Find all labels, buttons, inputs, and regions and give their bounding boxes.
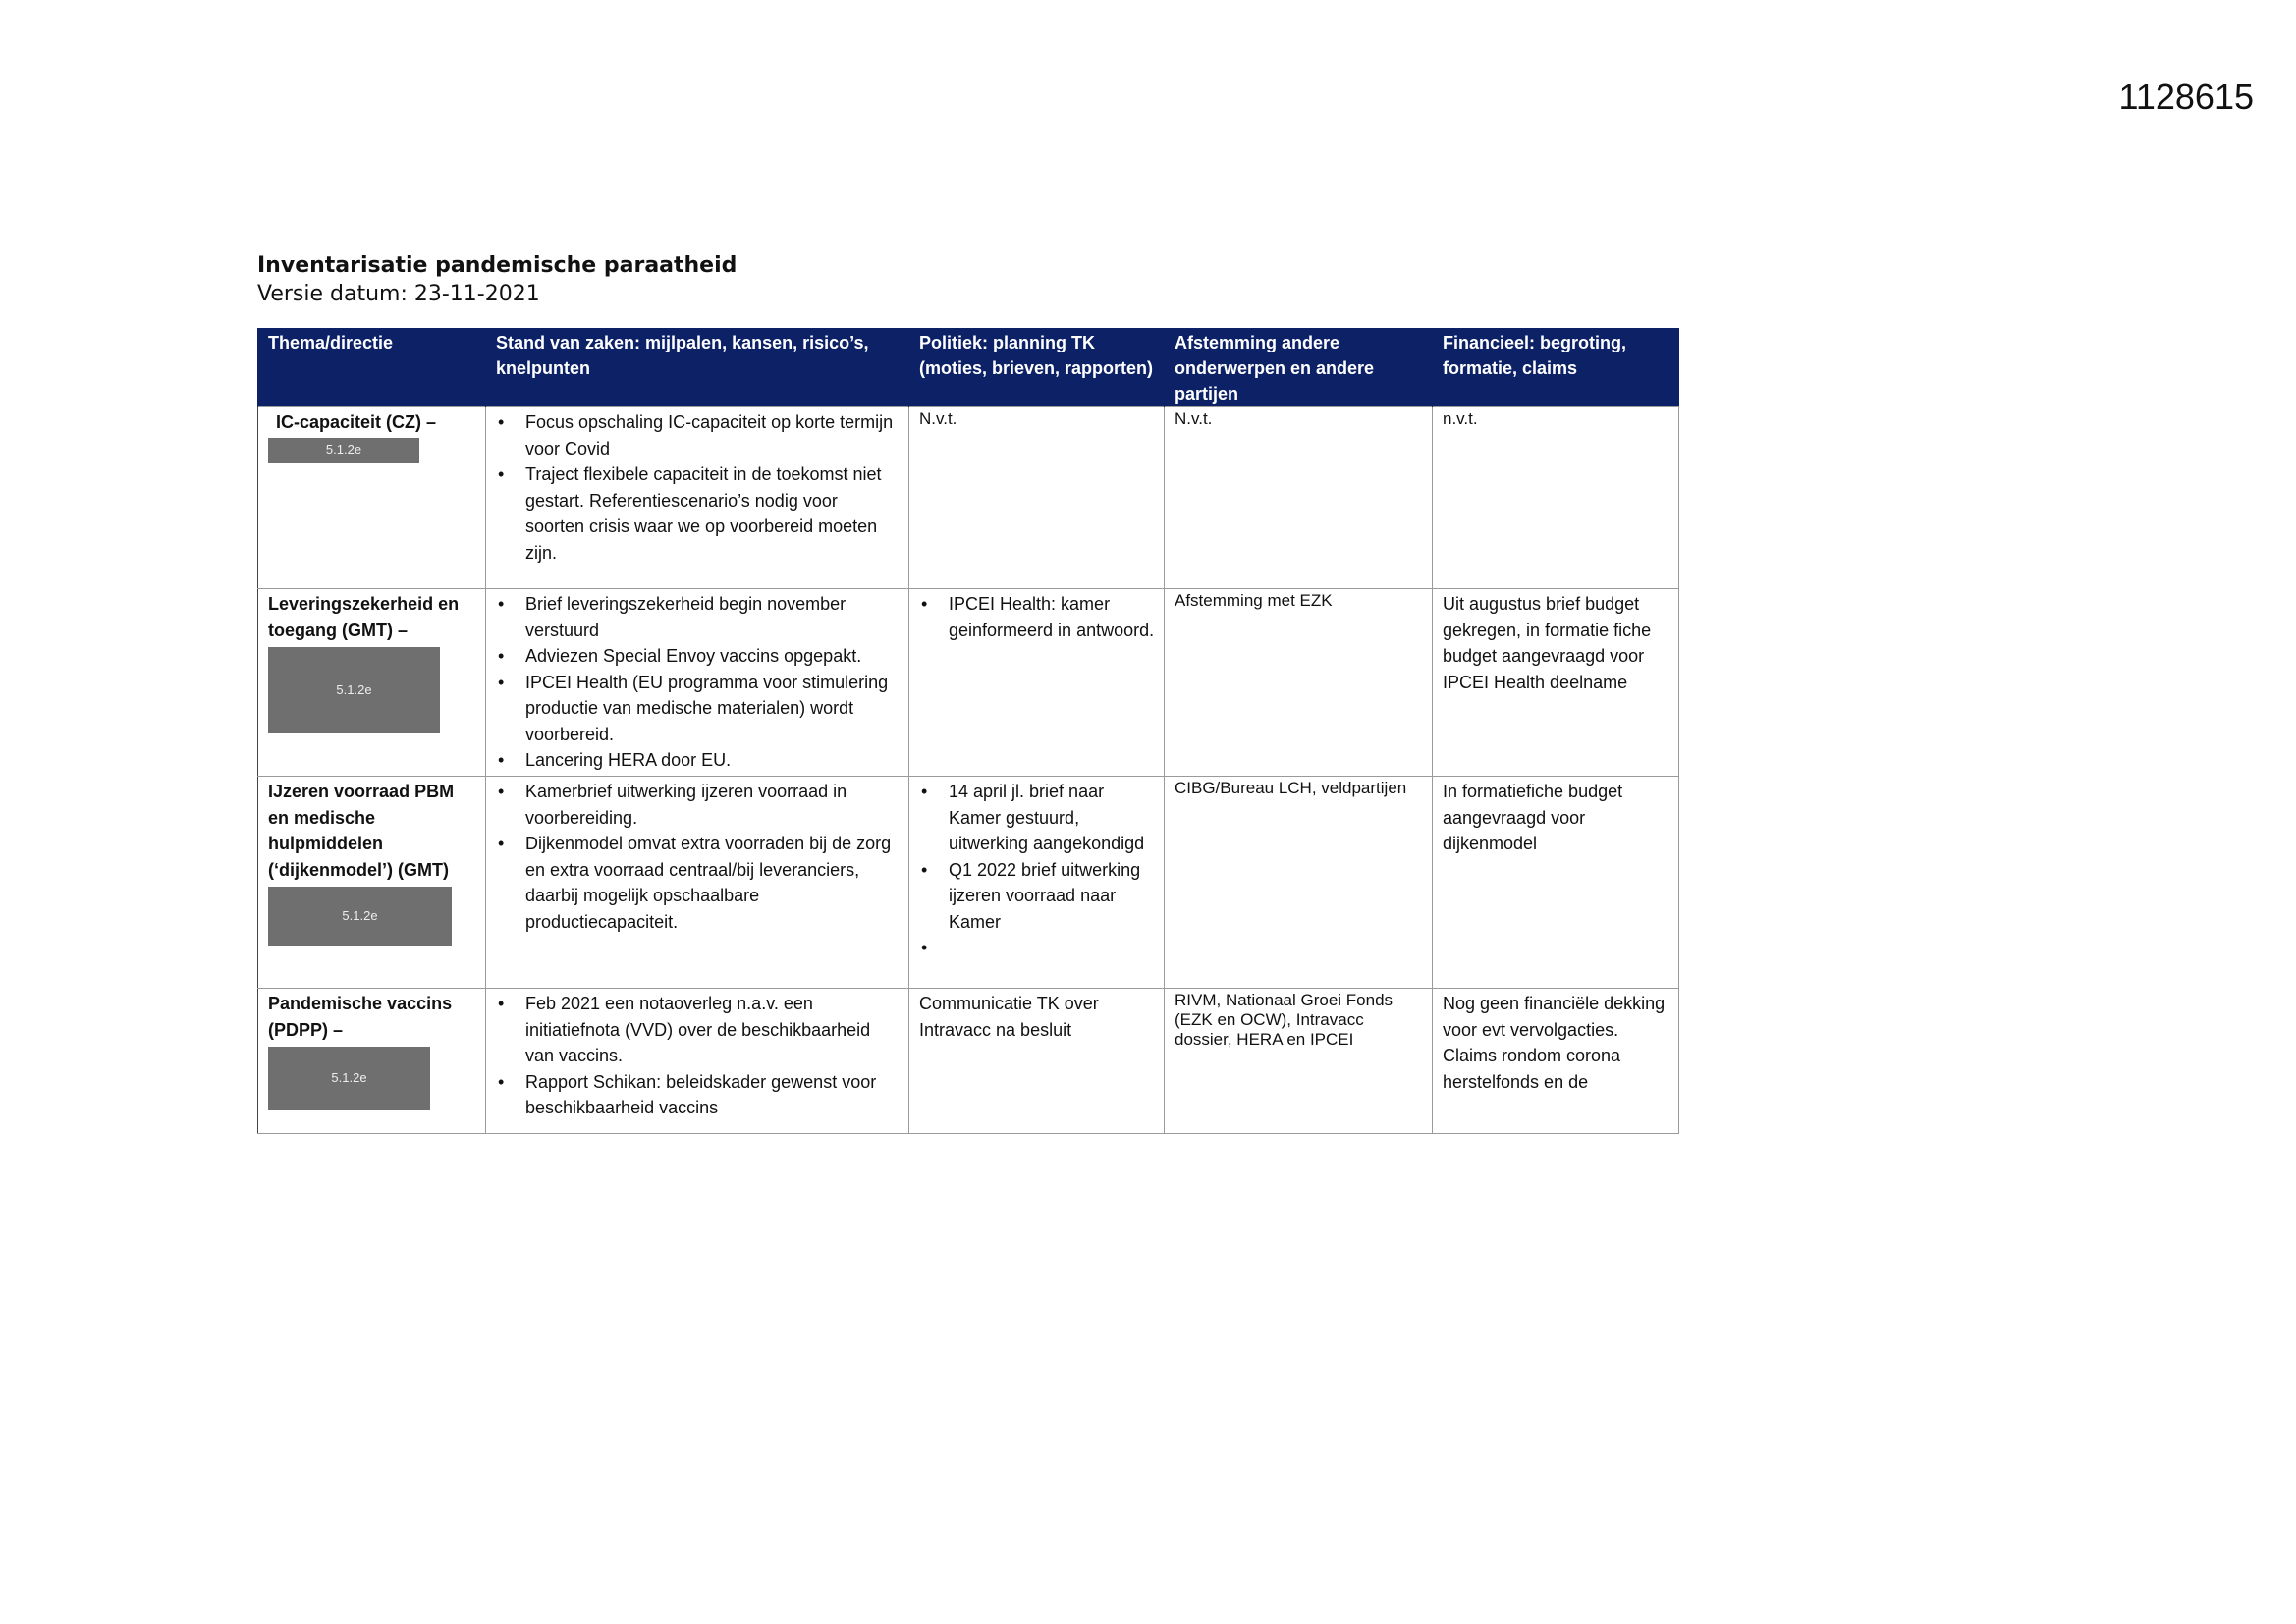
header-status: Stand van zaken: mijlpalen, kansen, risico’s, knelpunten: [486, 328, 909, 407]
list-item: • Focus opschaling IC-capaciteit op korte termijn voor Covid: [496, 409, 901, 461]
header-theme: Thema/directie: [258, 328, 486, 407]
redaction-box: 5.1.2e: [268, 1047, 430, 1110]
header-coordination: Afstemming andere onderwerpen en andere partijen: [1165, 328, 1433, 407]
theme-cell: [258, 407, 486, 589]
list-item: • Feb 2021 een notaoverleg n.a.v. een initiatiefnota (VVD) over de beschikbaarheid van vaccins.: [496, 991, 901, 1069]
list-item: • IPCEI Health: kamer geinformeerd in antwoord.: [919, 591, 1156, 643]
theme-cell: [258, 589, 486, 777]
redaction-box: 5.1.2e: [268, 647, 440, 733]
status-cell: [486, 407, 909, 589]
table-row: [258, 777, 1679, 989]
header-politics: Politiek: planning TK (moties, brieven, rapporten): [909, 328, 1165, 407]
redaction-box: 5.1.2e: [268, 438, 419, 463]
theme-cell: [258, 777, 486, 989]
politics-cell: N.v.t.: [909, 407, 1165, 589]
politics-cell: [909, 589, 1165, 777]
list-item: • Lancering HERA door EU.: [496, 747, 901, 774]
financial-cell: Uit augustus brief budget gekregen, in formatie fiche budget aangevraagd voor IPCEI Health deelname: [1433, 589, 1679, 777]
list-item: • Adviezen Special Envoy vaccins opgepakt.: [496, 643, 901, 670]
coordination-cell: N.v.t.: [1165, 407, 1433, 589]
list-item: • 14 april jl. brief naar Kamer gestuurd, uitwerking aangekondigd: [919, 779, 1156, 857]
status-cell: [486, 589, 909, 777]
list-item: • IPCEI Health (EU programma voor stimulering productie van medische materialen) wordt voorbereid.: [496, 670, 901, 748]
document-number: 1128615: [2118, 77, 2254, 117]
financial-cell: Nog geen financiële dekking voor evt vervolgacties. Claims rondom corona herstelfonds en de: [1433, 989, 1679, 1134]
document-title: Inventarisatie pandemische paraatheid: [257, 253, 738, 278]
table-row: [258, 407, 1679, 589]
table-row: [258, 989, 1679, 1134]
header-financial: Financieel: begroting, formatie, claims: [1433, 328, 1679, 407]
preparedness-table: [257, 328, 1679, 1134]
list-item: • Traject flexibele capaciteit in de toekomst niet gestart. Referentiescenario’s nodig voor soorten crisis waar we op voorbereid moeten zijn.: [496, 461, 901, 566]
title-block: [257, 253, 737, 306]
theme-label: Pandemische vaccins (PDPP) –: [268, 994, 453, 1040]
status-cell: [486, 777, 909, 989]
theme-cell: [258, 989, 486, 1134]
financial-cell: n.v.t.: [1433, 407, 1679, 589]
table-header-row: [258, 328, 1679, 407]
financial-cell: In formatiefiche budget aangevraagd voor dijkenmodel: [1433, 777, 1679, 989]
list-item: • Dijkenmodel omvat extra voorraden bij de zorg en extra voorraad centraal/bij leveranciers, daarbij mogelijk opschaalbare productiecapaciteit.: [496, 831, 901, 935]
politics-cell: [909, 777, 1165, 989]
list-item: • Q1 2022 brief uitwerking ijzeren voorraad naar Kamer: [919, 857, 1156, 936]
politics-cell: Communicatie TK over Intravacc na besluit: [909, 989, 1165, 1134]
theme-label: IC-capaciteit (CZ) –: [276, 412, 437, 432]
redaction-box: 5.1.2e: [268, 887, 452, 946]
coordination-cell: CIBG/Bureau LCH, veldpartijen: [1165, 777, 1433, 989]
coordination-cell: RIVM, Nationaal Groei Fonds (EZK en OCW), Intravacc dossier, HERA en IPCEI: [1165, 989, 1433, 1134]
table-row: [258, 589, 1679, 777]
list-item: • Kamerbrief uitwerking ijzeren voorraad in voorbereiding.: [496, 779, 901, 831]
version-date: Versie datum: 23-11-2021: [257, 282, 540, 306]
theme-label: Leveringszekerheid en toegang (GMT) –: [268, 594, 460, 640]
list-item: • Brief leveringszekerheid begin november verstuurd: [496, 591, 901, 643]
status-cell: [486, 989, 909, 1134]
list-item: • Rapport Schikan: beleidskader gewenst voor beschikbaarheid vaccins: [496, 1069, 901, 1121]
theme-label: IJzeren voorraad PBM en medische hulpmiddelen (‘dijkenmodel’) (GMT): [268, 782, 455, 880]
coordination-cell: Afstemming met EZK: [1165, 589, 1433, 777]
